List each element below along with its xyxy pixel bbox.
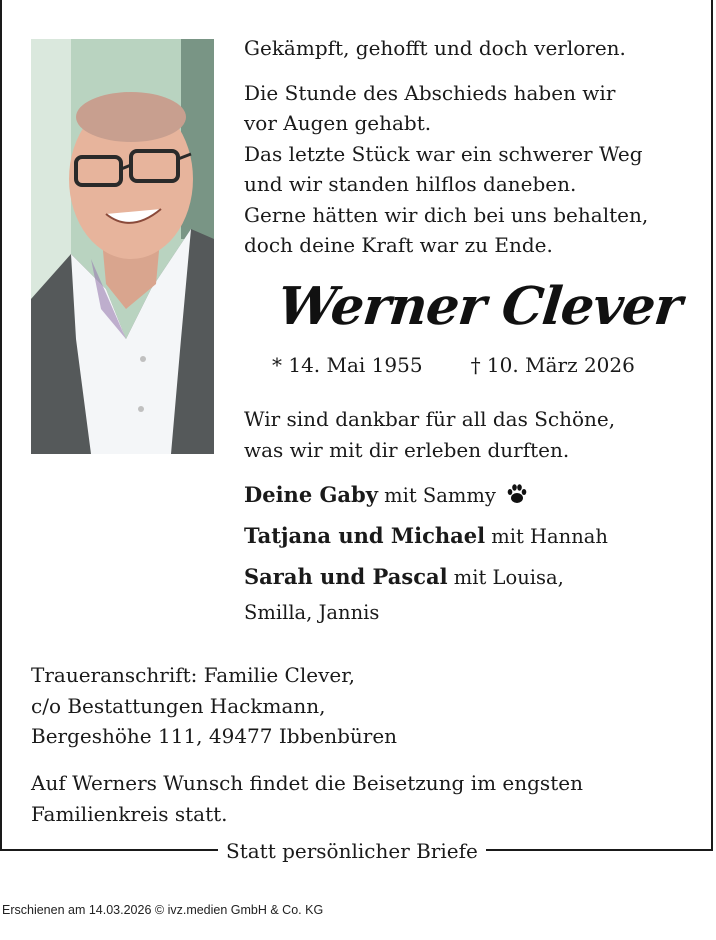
address-line: Traueranschrift: Familie Clever, (31, 663, 355, 687)
poem-line: und wir standen hilflos daneben. (244, 172, 577, 196)
family-entry (244, 482, 529, 511)
poem-line: Gerne hätten wir dich bei uns behalten, (244, 202, 649, 227)
death-date: † 10. März 2026 (470, 353, 635, 377)
family-with: mit Hannah (491, 525, 608, 548)
note-line: Familienkreis statt. (31, 801, 228, 826)
paw-icon (505, 482, 529, 511)
family-entry (244, 523, 608, 548)
portrait-illustration (31, 39, 214, 454)
poem-line: doch deine Kraft war zu Ende. (244, 233, 553, 257)
poem-line: vor Augen gehabt. (244, 111, 432, 135)
mourning-address (31, 660, 397, 752)
publication-credit: Erschienen am 14.03.2026 © ivz.medien GmbH & Co. KG (2, 903, 324, 917)
deceased-name: Werner Clever (274, 276, 685, 337)
burial-note (31, 768, 583, 829)
family-with: mit Sammy (384, 484, 496, 507)
family-entry (244, 564, 564, 589)
portrait-photo (31, 39, 214, 454)
family-with: mit Louisa, (453, 566, 564, 589)
poem-line: Das letzte Stück war ein schwerer Weg (244, 141, 643, 166)
poem (244, 33, 648, 261)
life-dates (272, 350, 635, 381)
poem-line: Die Stunde des Abschieds haben wir (244, 80, 616, 105)
thanks-line: Wir sind dankbar für all das Schöne, (244, 407, 616, 431)
poem-first-line: Gekämpft, gehofft und doch verloren. (244, 36, 626, 60)
thanks-text (244, 404, 615, 465)
footer-label: Statt persönlicher Briefe (218, 838, 486, 864)
thanks-line: was wir mit dir erleben durften. (244, 437, 570, 462)
family-names: Tatjana und Michael (244, 523, 486, 548)
note-line: Auf Werners Wunsch findet die Beisetzung im engsten (31, 771, 583, 795)
address-line: c/o Bestattungen Hackmann, (31, 693, 326, 718)
family-names: Deine Gaby (244, 482, 378, 507)
address-line: Bergeshöhe 111, 49477 Ibbenbüren (31, 724, 398, 748)
family-continuation: Smilla, Jannis (244, 601, 380, 624)
birth-date: * 14. Mai 1955 (272, 353, 423, 377)
family-names: Sarah und Pascal (244, 564, 448, 589)
